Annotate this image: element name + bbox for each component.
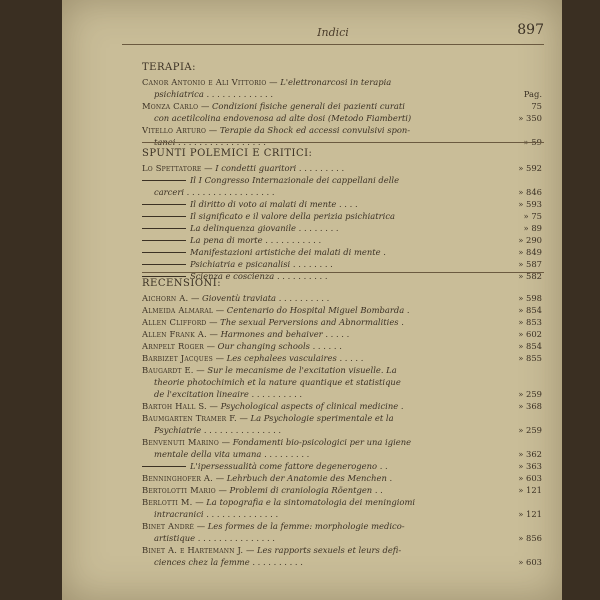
entry-author: Allen Clifford (142, 317, 207, 327)
entry-title: carceri . . . . . . . . . . . . . . . . . (154, 187, 275, 197)
entry-author: Baumgarten Tramer F. (142, 413, 237, 423)
index-entry (142, 484, 514, 496)
entry-title: artistique . . . . . . . . . . . . . . . (154, 533, 275, 543)
ditto-dash (142, 264, 186, 265)
entry-page: » 259 (518, 425, 542, 435)
index-entry (142, 364, 514, 376)
entry-separator: — (243, 545, 257, 555)
index-entry (154, 376, 514, 388)
index-entry (142, 412, 514, 424)
entry-separator: — (266, 77, 281, 87)
index-entry (190, 174, 514, 186)
entry-title: Terapie da Shock ed accessi convulsivi spon- (219, 125, 411, 135)
entry-page: » 350 (518, 113, 542, 123)
entry-title: Les formes de la femme: morphologie medico- (207, 521, 405, 531)
entry-page: » 89 (523, 223, 542, 233)
entry-separator: — (215, 485, 230, 495)
index-entry (190, 198, 514, 210)
index-entry (154, 186, 514, 198)
entry-author: Vitello Arturo (142, 125, 207, 135)
section-divider (142, 272, 544, 273)
index-entry (154, 424, 514, 436)
entry-title: La Psychologie sperimentale et la (250, 413, 394, 423)
entry-separator: — (213, 473, 227, 483)
entry-title: La pena di morte . . . . . . . . . . . (190, 235, 322, 245)
entry-author: Barbizet Jacques (142, 353, 213, 363)
entry-author: Binet A. e Hartemann J. (142, 545, 244, 555)
entry-title: Fondamenti bio-psicologici per una igiene (232, 437, 412, 447)
section-divider (142, 142, 544, 143)
entry-author: Canor Antonio e Ali Vittorio (142, 77, 267, 87)
entry-author: Berlotti M. (142, 497, 193, 507)
entry-title: Les rapports sexuels et leurs defi- (256, 545, 402, 555)
index-entry (142, 520, 514, 532)
entry-title: Manifestazioni artistiche dei malati di mente . (190, 247, 386, 257)
index-entry (154, 112, 514, 124)
entry-title: Our changing schools . . . . . . (217, 341, 342, 351)
page-number: 897 (517, 22, 544, 38)
index-entry (154, 532, 514, 544)
entry-page: » 368 (518, 401, 542, 411)
entry-title: Psychological aspects of clinical medicine . (220, 401, 404, 411)
entry-title: Il significato e il valore della perizia psichiatrica (190, 211, 396, 221)
index-entry (190, 246, 514, 258)
entry-separator: — (206, 125, 220, 135)
entry-author: Bertolotti Mario (142, 485, 216, 495)
entry-page: » 593 (518, 199, 542, 209)
entry-page: » 854 (518, 305, 542, 315)
entry-title: Il diritto di voto ai malati di mente . . . . (190, 199, 358, 209)
entry-separator: — (198, 101, 212, 111)
entry-title: intracranici . . . . . . . . . . . . . . (154, 509, 279, 519)
entry-separator: — (194, 521, 208, 531)
entry-page: » 854 (518, 341, 542, 351)
entry-title: Psychiatrie . . . . . . . . . . . . . . . (154, 425, 282, 435)
index-entry (154, 556, 514, 568)
entry-page: » 362 (518, 449, 542, 459)
index-entry (142, 316, 514, 328)
entry-separator: — (206, 401, 221, 411)
entry-separator: — (201, 163, 216, 173)
entry-separator: — (236, 413, 251, 423)
book-page (62, 0, 562, 600)
entry-author: Aichorn A. (142, 293, 189, 303)
entry-page: » 587 (518, 259, 542, 269)
entry-separator: — (192, 497, 207, 507)
entry-page: » 75 (523, 211, 542, 221)
entry-page: » 846 (518, 187, 542, 197)
entry-separator: — (206, 317, 221, 327)
entry-page: » 603 (518, 473, 542, 483)
entry-page: » 855 (518, 353, 542, 363)
entry-title: La delinquenza giovanile . . . . . . . . (190, 223, 339, 233)
entry-title: The sexual Perversions and Abnormalities . (220, 317, 404, 327)
entry-title: I condetti guaritori . . . . . . . . . (215, 163, 345, 173)
ditto-dash (142, 466, 186, 467)
index-entry (142, 76, 514, 88)
entry-author: Almeida Almaral (142, 305, 214, 315)
ditto-dash (142, 252, 186, 253)
entry-title: Les cephalees vasculaires . . . . . (226, 353, 364, 363)
section-heading: TERAPIA: (142, 62, 196, 73)
index-entry (142, 340, 514, 352)
entry-title: Sur le mecanisme de l'excitation visuelle. La (207, 365, 397, 375)
entry-title: L'elettronarcosi in terapia (280, 77, 392, 87)
index-entry (142, 304, 514, 316)
ditto-dash (142, 276, 186, 277)
index-entry (142, 328, 514, 340)
entry-page: » 849 (518, 247, 542, 257)
ditto-dash (142, 204, 186, 205)
entry-separator: — (212, 353, 227, 363)
entry-title: La topografia e la sintomatologia dei meningiomi (206, 497, 416, 507)
index-entry (142, 100, 514, 112)
ditto-dash (142, 216, 186, 217)
index-entry (154, 448, 514, 460)
entry-page: » 603 (518, 557, 542, 567)
section-heading: RECENSIONI: (142, 278, 222, 289)
ditto-dash (142, 240, 186, 241)
entry-title: psichiatrica . . . . . . . . . . . . . (154, 89, 274, 99)
index-entry (154, 388, 514, 400)
entry-author: Monza Carlo (142, 101, 199, 111)
entry-page: » 602 (518, 329, 542, 339)
entry-title: Scienza e coscienza . . . . . . . . . . (190, 271, 328, 281)
index-entry (154, 88, 514, 100)
index-entry (190, 234, 514, 246)
entry-title: de l'excitation lineaire . . . . . . . . . . (154, 389, 303, 399)
index-entry (142, 162, 514, 174)
entry-page: » 598 (518, 293, 542, 303)
entry-separator: — (206, 329, 221, 339)
entry-title: mentale della vita umana . . . . . . . . . (154, 449, 310, 459)
entry-page: » 121 (518, 485, 542, 495)
entry-title: ciences chez la femme . . . . . . . . . . (154, 557, 303, 567)
entry-page: » 121 (518, 509, 542, 519)
entry-title: Condizioni fisiche generali dei pazienti curati (211, 101, 405, 111)
entry-page: » 59 (523, 137, 542, 147)
index-entry (190, 460, 514, 472)
entry-author: Bartoh Hall S. (142, 401, 207, 411)
entry-title: Il I Congresso Internazionale dei cappellani delle (190, 175, 400, 185)
entry-page: » 363 (518, 461, 542, 471)
entry-title: Centenario do Hospital Miguel Bombarda . (226, 305, 410, 315)
entry-separator: — (203, 341, 218, 351)
entry-author: Arnpelt Roger (142, 341, 204, 351)
running-header (122, 22, 544, 45)
index-entry (142, 544, 514, 556)
entry-page: » 290 (518, 235, 542, 245)
ditto-dash (142, 180, 186, 181)
entry-separator: — (193, 365, 208, 375)
entry-title: L'ipersessualità come fattore degenerogeno . . (190, 461, 388, 471)
index-entry (190, 258, 514, 270)
entry-title: theorie photochimich et la nature quantique et statistique (154, 377, 401, 387)
entry-author: Lo Spettatore (142, 163, 202, 173)
entry-page: » 856 (518, 533, 542, 543)
index-entry (142, 472, 514, 484)
entry-title: Problemi di craniologia Röentgen . . (229, 485, 383, 495)
entry-separator: — (219, 437, 233, 447)
entry-separator: — (213, 305, 227, 315)
index-entry (154, 508, 514, 520)
entry-title: Gioventù traviata . . . . . . . . . . (202, 293, 330, 303)
entry-page: » 853 (518, 317, 542, 327)
index-entry (142, 124, 514, 136)
entry-page: Pag. 75 (523, 89, 542, 111)
index-entry (190, 210, 514, 222)
entry-title: Lehrbuch der Anatomie des Menchen . (226, 473, 393, 483)
entry-page: » 582 (518, 271, 542, 281)
ditto-dash (142, 228, 186, 229)
entry-title: Harmones and behaiver . . . . . (220, 329, 350, 339)
entry-title: tanei . . . . . . . . . . . . . . . . . (154, 137, 266, 147)
index-entry (142, 400, 514, 412)
entry-page: » 259 (518, 389, 542, 399)
entry-author: Benninghofer A. (142, 473, 214, 483)
entry-author: Benvenuti Marino (142, 437, 220, 447)
entry-title: con acetilcolina endovenosa ad alte dosi (Metodo Fiamberti) (154, 113, 412, 123)
entry-author: Binet André (142, 521, 195, 531)
index-entry (142, 436, 514, 448)
entry-page: » 592 (518, 163, 542, 173)
entry-title: Psichiatria e psicanalisi . . . . . . . . (190, 259, 333, 269)
index-entry (142, 352, 514, 364)
entry-separator: — (188, 293, 203, 303)
entry-author: Allen Frank A. (142, 329, 207, 339)
entry-author: Baugardt E. (142, 365, 194, 375)
index-entry (142, 292, 514, 304)
section-heading: SPUNTI POLEMICI E CRITICI: (142, 148, 313, 159)
header-title: Indici (317, 26, 349, 39)
index-entry (190, 222, 514, 234)
index-entry (142, 496, 514, 508)
